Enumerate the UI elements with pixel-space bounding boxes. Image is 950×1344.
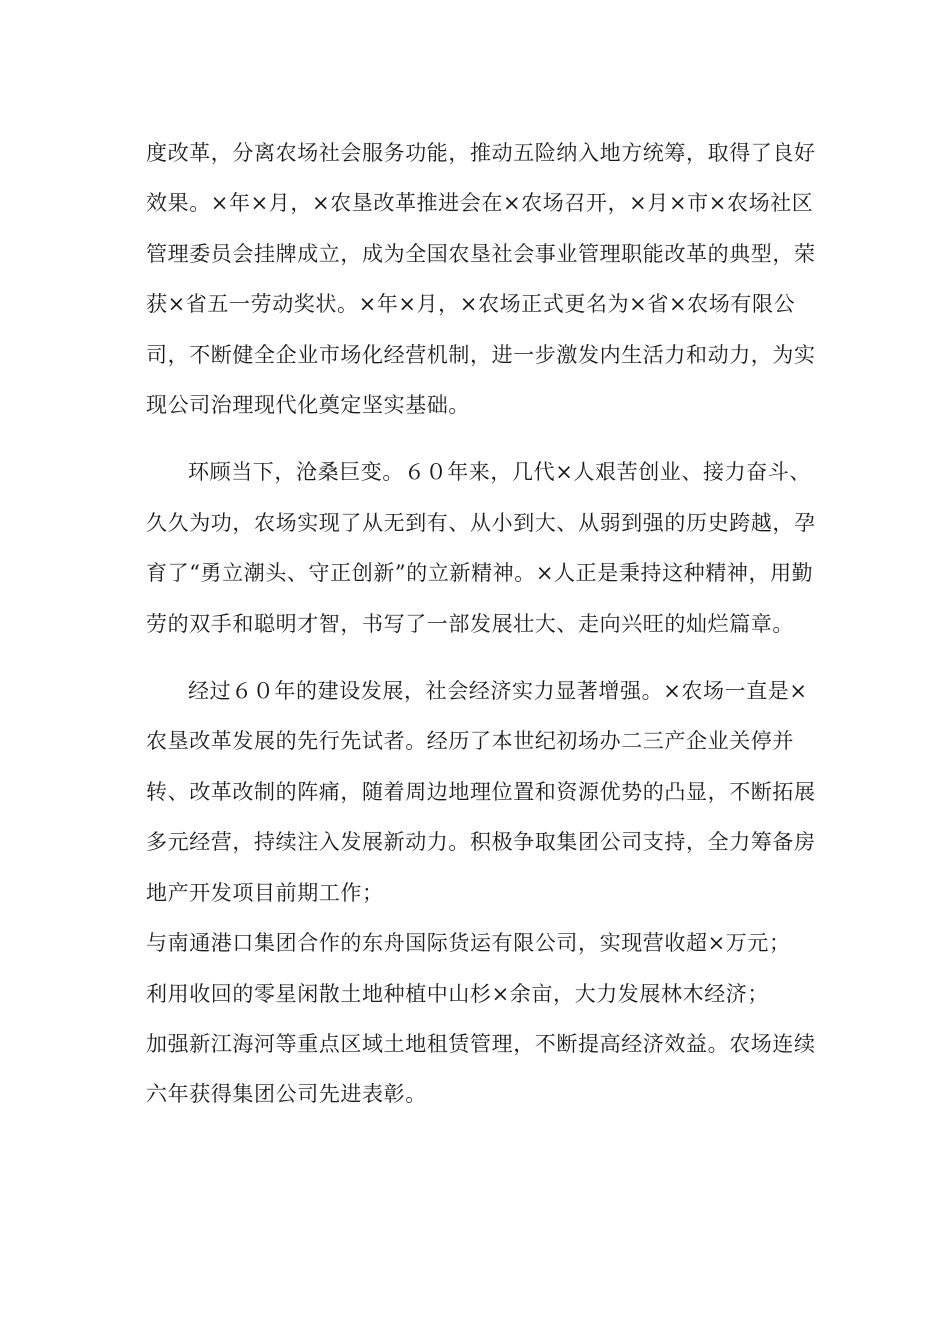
paragraph-land-lease: 加强新江海河等重点区域土地租赁管理，不断提高经济效益。农场连续六年获得集团公司先进表彰。 — [146, 1031, 816, 1107]
line-logistics: 与南通港口集团合作的东舟国际货运有限公司，实现营收超×万元； — [146, 931, 791, 956]
line-forestry: 利用收回的零星闲散土地种植中山杉×余亩，大力发展林木经济； — [146, 981, 769, 1006]
paragraph-reform: 度改革，分离农场社会服务功能，推动五险纳入地方统筹，取得了良好效果。×年×月，×农垦改革推进会在×农场召开，×月×市×农场社区管理委员会挂牌成立，成为全国农垦社会事业管理职能改革的典型，荣获×省五一劳动奖状。×年×月，×农场正式更名为×省×农场有限公司，不断健全企业市场化经营机制，进一步激发内生活力和动力，为实现公司治理现代化奠定坚实基础。 — [146, 141, 816, 418]
paragraph-development: 经过６０年的建设发展，社会经济实力显著增强。×农场一直是×农垦改革发展的先行先试者。经历了本世纪初场办二三产企业关停并转、改革改制的阵痛，随着周边地理位置和资源优势的凸显，不断拓展多元经营，持续注入发展新动力。积极争取集团公司支持，全力筹备房地产开发项目前期工作； — [146, 679, 816, 905]
paragraph-spirit: 环顾当下，沧桑巨变。６０年来，几代×人艰苦创业、接力奋斗、久久为功，农场实现了从无到有、从小到大、从弱到强的历史跨越，孕育了“勇立潮头、守正创新”的立新精神。×人正是秉持这种精神，用勤劳的双手和聪明才智，书写了一部发展壮大、走向兴旺的灿烂篇章。 — [146, 460, 816, 636]
document-body — [146, 128, 826, 1120]
